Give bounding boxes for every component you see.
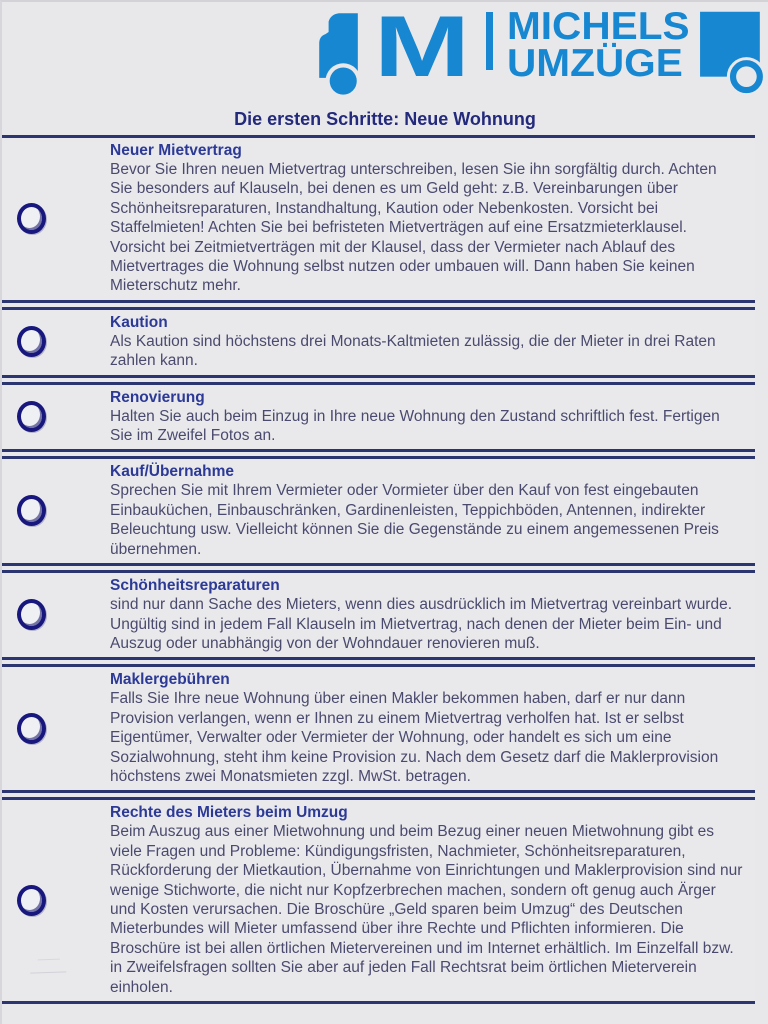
- section-heading: Kauf/Übernahme: [110, 463, 235, 481]
- checkbox-column: [2, 388, 110, 446]
- checkbox-circle[interactable]: [17, 326, 46, 357]
- page-header: [2, 2, 768, 135]
- truck-cab-icon: [314, 12, 362, 100]
- checklist-rows: [2, 135, 755, 1004]
- logo-wordmark: [506, 5, 690, 85]
- checklist-item-kaution: [2, 307, 755, 378]
- section-heading: Maklergebühren: [110, 671, 230, 689]
- section-body: Als Kaution sind höchstens drei Monats-Kaltmieten zulässig, die der Mieter in drei Raten zahlen kann.: [110, 332, 716, 370]
- checkbox-column: [2, 462, 110, 559]
- checkbox-circle[interactable]: [17, 495, 46, 526]
- section-body: Bevor Sie Ihren neuen Mietvertrag unterschreiben, lesen Sie ihn sorgfältig durch. Achten Sie besonders auf Klauseln, bei denen es um Geld geht: z.B. Vereinbarungen über Schönheitsreparaturen, Instandhaltung, Kaution oder Nebenkosten. Vorsicht bei Staffelmieten! Achten Sie bei befristeten Mietverträgen auf eine Ersatzmieterklausel. Vorsicht bei Zeitmietverträgen mit der Klausel, dass der Vermieter nach Ablauf des Mietvertrages die Wohnung selbst nutzen oder umbauen will. Dann haben Sie keinen Mieterschutz mehr.: [110, 161, 717, 295]
- section-body: Falls Sie Ihre neue Wohnung über einen Makler bekommen haben, darf er nur dann Provision verlangen, wenn er Ihnen zu einem Mietvertrag verholfen hat. Ist er selbst Eigentümer, Verwalter oder Vermieter der Wohnung, oder handelt es sich um eine Sozialwohnung, steht ihm keine Provision zu. Nach dem Gesetz darf die Maklerprovision höchstens zwei Monatsmieten zzgl. MwSt. betragen.: [110, 690, 719, 785]
- section-heading: Renovierung: [110, 388, 205, 406]
- logo-divider-bar: [486, 12, 493, 70]
- checkbox-circle[interactable]: [17, 401, 46, 432]
- checkbox-circle[interactable]: [17, 885, 46, 916]
- checkbox-circle[interactable]: [17, 713, 46, 744]
- checklist-item-schoenheitsreparaturen: [2, 570, 755, 660]
- checklist-item-kauf-uebernahme: [2, 456, 755, 566]
- checkbox-circle[interactable]: [17, 599, 46, 630]
- checkbox-column: [2, 576, 110, 653]
- truck-tail-icon: [698, 10, 766, 98]
- section-body: Halten Sie auch beim Einzug in Ihre neue Wohnung den Zustand schriftlich fest. Fertigen Sie im Zweifel Fotos an.: [110, 407, 720, 445]
- checkbox-column: [2, 670, 110, 786]
- section-body: sind nur dann Sache des Mieters, wenn dies ausdrücklich im Mietvertrag vereinbart wurde. Ungültig sind in jedem Fall Klauseln im Mietvertrag, nach denen der Mieter beim Ein- und Auszug oder unabhängig von der Wohndauer renovieren muß.: [110, 596, 733, 652]
- section-heading: Kaution: [110, 313, 168, 331]
- section-body: Sprechen Sie mit Ihrem Vermieter oder Vormieter über den Kauf von fest eingebauten Einbauküchen, Einbauschränken, Gardinenleisten, Teppichböden, Antennen, indirekter Beleuchtung usw. Vielleicht können Sie die Gegenstände zu einem angemessenen Preis übernehmen.: [110, 482, 719, 558]
- checkbox-column: [2, 141, 110, 296]
- company-logo: [314, 0, 766, 100]
- section-body: Beim Auszug aus einer Mietwohnung und beim Bezug einer neuen Mietwohnung gibt es viele Fragen und Probleme: Kündigungsfristen, Nachmieter, Schönheitsreparaturen, Rückforderung der Mietkaution, Übernahme von Einrichtungen und Maklerprovision sind nur wenige Stichworte, die nicht nur Kopfzerbrechen machen, sondern oft genug auch Ärger und Kosten verursachen. Die Broschüre „Geld sparen beim Umzug“ des Deutschen Mieterbundes will Mieter umfassend über ihre Rechte und Pflichten informieren. Die Broschüre ist bei allen örtlichen Mietervereinen und im Internet erhältlich. Im Einzelfall bzw. in Zweifelsfragen sollten Sie aber auf jeden Fall Rechtsrat beim örtlichen Mieterverein einholen.: [110, 823, 743, 996]
- checklist-item-rechte-des-mieters: [2, 797, 755, 1004]
- checklist-item-maklergebuehren: [2, 664, 755, 793]
- faint-watermark: [30, 955, 67, 973]
- section-heading: Schönheitsreparaturen: [110, 577, 280, 595]
- logo-monogram: M: [373, 0, 465, 95]
- section-heading: Neuer Mietvertrag: [110, 142, 242, 159]
- checkbox-column: [2, 313, 110, 371]
- checklist-item-neuer-mietvertrag: [2, 135, 755, 303]
- logo-word-1: MICHELS: [506, 5, 690, 48]
- page-title: Die ersten Schritte: Neue Wohnung: [234, 109, 536, 129]
- checklist-item-renovierung: [2, 382, 755, 453]
- section-heading: Rechte des Mieters beim Umzug: [110, 804, 348, 822]
- checkbox-circle[interactable]: [17, 203, 46, 234]
- logo-word-2: UMZÜGE: [506, 42, 683, 85]
